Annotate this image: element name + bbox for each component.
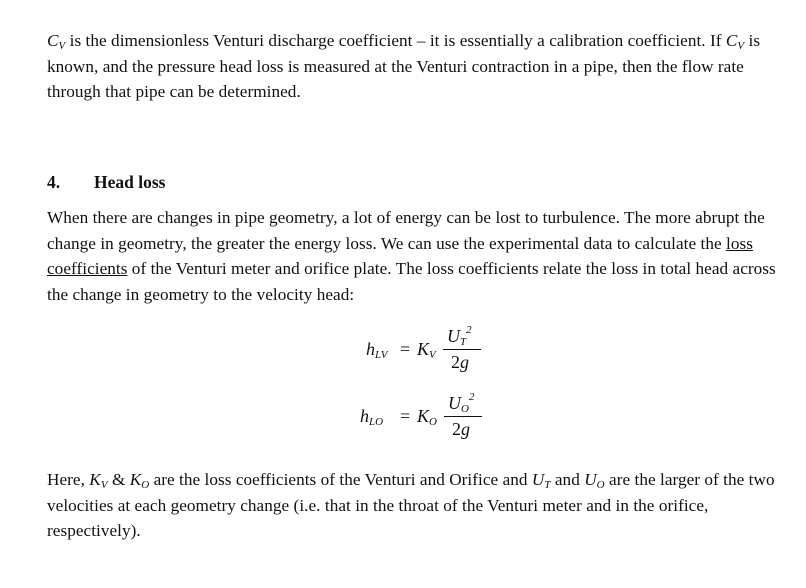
equation-denominator — [451, 352, 469, 373]
equation-coefficient — [417, 339, 436, 360]
kv-symbol-main: K — [89, 470, 101, 489]
uo-symbol — [584, 470, 604, 489]
cv-symbol-main: C — [725, 31, 738, 50]
section-heading — [47, 171, 165, 193]
fraction-bar — [443, 349, 481, 350]
equation-lhs — [366, 339, 387, 360]
cv-symbol-main: C — [47, 31, 59, 50]
head-loss-text-2: of the Venturi meter and orifice plate. The loss coefficients relate the loss in total head across the change in geometry to the velocity head: — [47, 259, 776, 304]
equation-venturi — [366, 326, 516, 376]
here-text-4: are the larger of the two velocities at each geometry change (i.e. that in the throat of the Venturi meter and in the orifice, respectively). — [47, 470, 775, 540]
loss-coefficients-paragraph — [47, 467, 795, 544]
denominator-number: 2 — [451, 352, 460, 372]
equation-lhs — [360, 406, 383, 427]
uo-symbol-main: U — [584, 470, 597, 489]
head-loss-text-1: When there are changes in pipe geometry, a lot of energy can be lost to turbulence. The more abrupt the change in geometry, the greater the energy loss. We can use the experimental data to calculate the — [47, 208, 765, 253]
cv-symbol — [47, 31, 65, 50]
here-text-3: and — [550, 470, 585, 489]
cv-symbol — [726, 31, 744, 50]
here-text-2: are the loss coefficients of the Venturi and Orifice and — [149, 470, 532, 489]
section-title: Head loss — [94, 172, 166, 192]
ut-symbol — [532, 470, 551, 489]
cv-symbol-subscript: V — [737, 40, 745, 52]
uo-symbol-subscript: O — [596, 479, 605, 491]
numerator-subscript: O — [461, 403, 469, 415]
equation-orifice — [360, 393, 510, 443]
intro-text-part-1: is the dimensionless Venturi discharge coefficient – it is essentially a calibration coefficient. If — [65, 31, 726, 50]
equation-lhs-subscript: LO — [369, 416, 384, 428]
equation-coefficient-subscript: V — [429, 349, 436, 361]
cv-symbol-subscript: V — [58, 40, 66, 52]
equation-lhs-subscript: LV — [375, 349, 388, 361]
ko-symbol — [130, 470, 150, 489]
equation-denominator — [452, 419, 470, 440]
equation-coefficient-main: K — [417, 406, 430, 426]
head-loss-paragraph — [47, 205, 795, 307]
denominator-number: 2 — [452, 419, 461, 439]
equation-numerator — [447, 326, 472, 347]
equation-numerator — [448, 393, 474, 414]
ut-symbol-subscript: T — [544, 479, 551, 491]
kv-symbol-subscript: V — [100, 479, 108, 491]
equation-coefficient-subscript: O — [429, 416, 437, 428]
equation-lhs-main: h — [366, 339, 375, 359]
ut-symbol-main: U — [531, 470, 545, 489]
here-ampersand: & — [107, 470, 130, 489]
equation-lhs-main: h — [360, 406, 369, 426]
intro-paragraph — [47, 28, 795, 105]
numerator-power: 2 — [466, 324, 472, 336]
here-text-1: Here, — [47, 470, 90, 489]
equation-equals-sign: = — [400, 406, 411, 426]
intro-text-part-2: is known, and the pressure head loss is measured at the Venturi contraction in a pipe, then the flow rate through that pipe can be determined. — [47, 31, 761, 101]
kv-symbol — [89, 470, 107, 489]
equation-coefficient-main: K — [417, 339, 430, 359]
numerator-subscript: T — [460, 336, 467, 348]
numerator-main: U — [447, 326, 460, 346]
ko-symbol-subscript: O — [141, 479, 150, 491]
numerator-main: U — [448, 393, 461, 413]
loss-coefficients-link[interactable]: loss coefficients — [47, 233, 753, 278]
denominator-letter: g — [461, 419, 470, 439]
equation-coefficient — [417, 406, 437, 427]
fraction-bar — [444, 416, 482, 417]
ko-symbol-main: K — [129, 470, 142, 489]
equation-equals-sign: = — [400, 339, 411, 359]
numerator-power: 2 — [468, 391, 475, 403]
denominator-letter: g — [460, 352, 469, 372]
section-number: 4. — [47, 172, 61, 192]
